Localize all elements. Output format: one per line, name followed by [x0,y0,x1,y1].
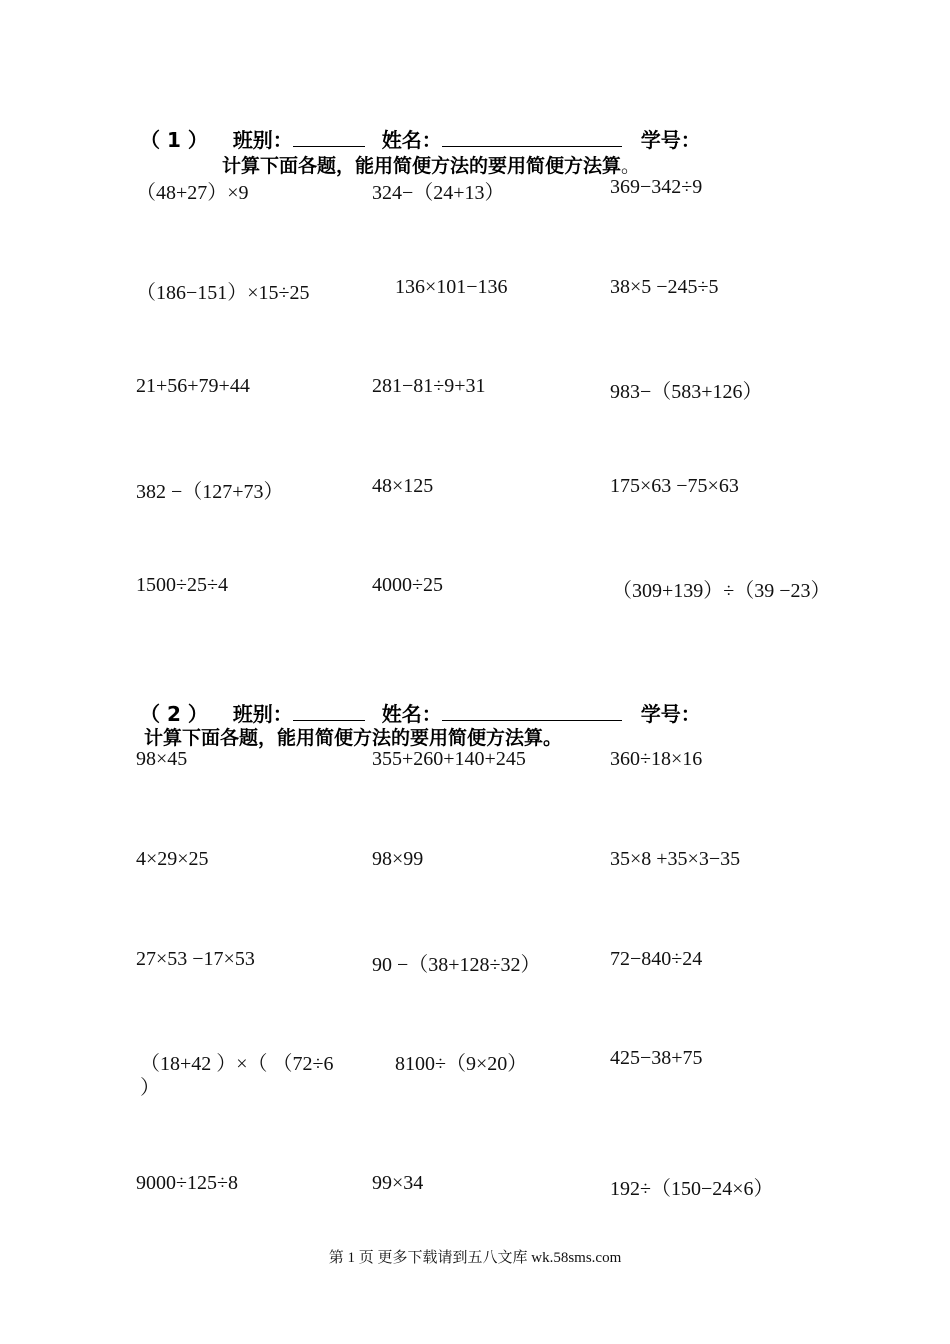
problem-2-11: 8100÷（9×20） [395,1053,528,1075]
class-label: 班别： [232,702,293,726]
class-blank[interactable] [293,702,365,721]
name-label: 姓名： [381,128,442,152]
problem-2-6: 35×8 +35×3−35 [610,848,741,870]
page-footer: 第 1 页 更多下载请到五八文库 wk.58sms.com [328,1250,622,1266]
section-1-header [140,124,701,153]
problem-1-11: 48×125 [372,475,434,497]
section-1-instruction [222,151,640,178]
problem-2-2: 355+260+140+245 [372,748,526,770]
section-2-number: （ 2 ） [140,702,208,726]
id-label: 学号： [640,128,701,152]
problem-1-12: 175×63 −75×63 [610,475,739,497]
problem-1-14: 4000÷25 [372,574,443,596]
section-2-instruction: 计算下面各题，能用简便方法的要用简便方法算。 [144,727,563,749]
problem-2-13: 9000÷125÷8 [136,1172,238,1194]
problem-2-10-wrap: ） [140,1077,160,1099]
problem-2-1: 98×45 [136,748,188,770]
problem-2-14: 99×34 [372,1172,424,1194]
problem-1-6: 38×5 −245÷5 [610,276,719,298]
problem-2-8: 90 −（38+128÷32） [372,954,541,976]
problem-1-8: 281−81÷9+31 [372,375,486,397]
problem-1-3: 369−342÷9 [610,176,703,198]
problem-1-10: 382 −（127+73） [136,481,284,503]
section-1-number: （ 1 ） [140,128,208,152]
problem-1-4: （186−151）×15÷25 [136,282,310,304]
problem-2-5: 98×99 [372,848,424,870]
id-label: 学号： [640,702,701,726]
name-label: 姓名： [381,702,442,726]
problem-2-12: 425−38+75 [610,1047,703,1069]
class-blank[interactable] [293,128,365,147]
problem-1-9: 983−（583+126） [610,381,763,403]
problem-2-10: （18+42 ）×（ （72÷6 [140,1053,334,1075]
problem-1-13: 1500÷25÷4 [136,574,228,596]
name-blank[interactable] [442,702,622,721]
problem-1-2: 324−（24+13） [372,182,505,204]
problem-1-15: （309+139）÷（39 −23） [612,580,831,602]
problem-2-15: 192÷（150−24×6） [610,1178,774,1200]
problem-1-5: 136×101−136 [395,276,508,298]
instruction-text: 计算下面各题，能用简便方法的要用简便方法算 [222,155,622,177]
problem-2-4: 4×29×25 [136,848,209,870]
problem-2-7: 27×53 −17×53 [136,948,255,970]
problem-1-7: 21+56+79+44 [136,375,250,397]
problem-1-1: （48+27）×9 [136,182,249,204]
problem-2-3: 360÷18×16 [610,748,703,770]
instruction-period: 。 [621,155,641,177]
class-label: 班别： [232,128,293,152]
problem-2-9: 72−840÷24 [610,948,703,970]
name-blank[interactable] [442,128,622,147]
